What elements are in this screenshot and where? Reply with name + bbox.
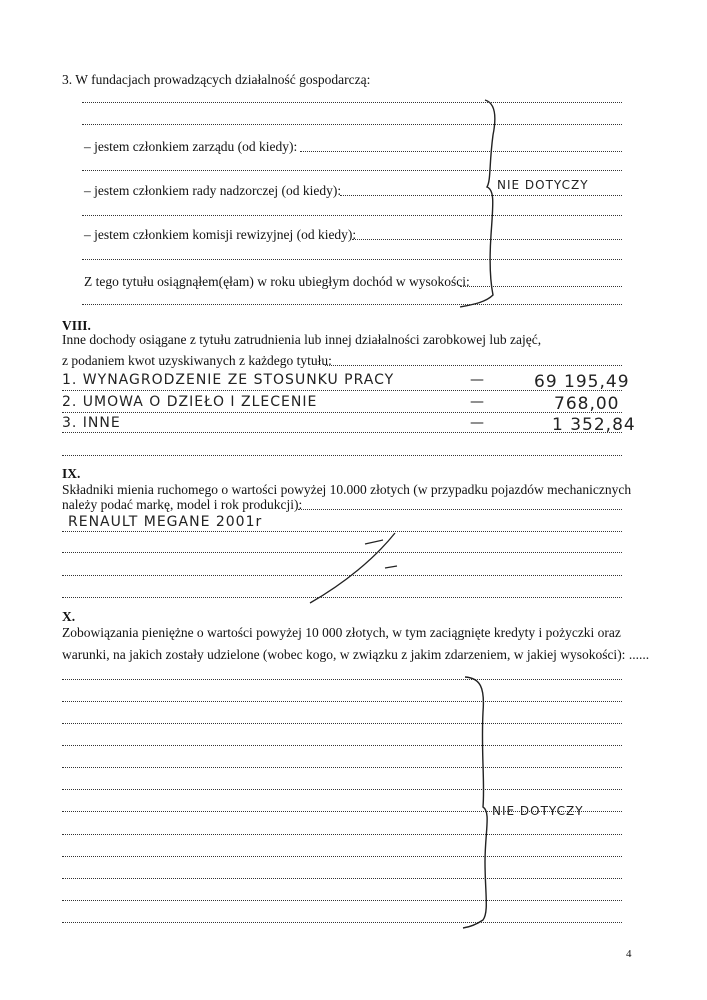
section9-line2: należy podać markę, model i rok produkcji): — [62, 497, 303, 512]
fill-line[interactable] — [62, 701, 622, 702]
handwritten-strike — [305, 528, 405, 608]
income-entry-amount: 69 195,49 — [534, 372, 630, 392]
fill-line[interactable] — [62, 767, 622, 768]
income-entry-1 — [62, 372, 630, 392]
audit-member-label: – jestem członkiem komisji rewizyjnej (od kiedy): — [84, 227, 357, 242]
fill-line[interactable] — [82, 259, 622, 260]
board-member-label: – jestem członkiem zarządu (od kiedy): — [84, 139, 298, 154]
fill-line[interactable] — [82, 124, 622, 125]
income-entry-amount: 1 352,84 — [552, 415, 636, 435]
fill-line[interactable] — [82, 102, 622, 103]
fill-line[interactable] — [325, 365, 622, 366]
income-entry-amount: 768,00 — [554, 394, 620, 414]
income-entry-2 — [62, 394, 622, 414]
fill-line[interactable] — [62, 789, 622, 790]
supervisory-member-label: – jestem członkiem rady nadzorczej (od kiedy): — [84, 183, 342, 198]
fill-line[interactable] — [62, 878, 622, 879]
not-applicable-note: NIE DOTYCZY — [497, 178, 589, 192]
income-entry-dash: — — [470, 415, 485, 431]
fill-line[interactable] — [82, 215, 622, 216]
section8-number: VIII. — [62, 318, 91, 333]
income-entry-dash: — — [470, 394, 485, 410]
page-number: 4 — [626, 948, 632, 960]
income-entry-label: 3. INNE — [62, 415, 121, 431]
fill-line[interactable] — [298, 509, 622, 510]
section10-line2: warunki, na jakich zostały udzielone (wobec kogo, w związku z jakim zdarzeniem, w jakiej wysokości): ...... — [62, 647, 650, 662]
fill-line[interactable] — [62, 922, 622, 923]
income-label: Z tego tytułu osiągnąłem(ęłam) w roku ubiegłym dochód w wysokości: — [84, 274, 470, 289]
fill-line[interactable] — [62, 856, 622, 857]
income-entry-label: 2. UMOWA O DZIEŁO I ZLECENIE — [62, 394, 318, 410]
fill-line[interactable] — [62, 900, 622, 901]
fill-line[interactable] — [62, 390, 622, 391]
fill-line[interactable] — [82, 170, 622, 171]
income-entry-dash: — — [470, 372, 485, 388]
not-applicable-note: NIE DOTYCZY — [492, 804, 584, 818]
fill-line[interactable] — [82, 304, 622, 305]
handwritten-bracket — [455, 672, 500, 932]
fill-line[interactable] — [62, 745, 622, 746]
fill-line[interactable] — [62, 834, 622, 835]
fill-line[interactable] — [62, 412, 622, 413]
section10-line1: Zobowiązania pieniężne o wartości powyżej 10 000 złotych, w tym zaciągnięte kredyty i pożyczki oraz — [62, 625, 621, 640]
section8-line2: z podaniem kwot uzyskiwanych z każdego tytułu: — [62, 353, 332, 368]
section8-line1: Inne dochody osiągane z tytułu zatrudnienia lub innej działalności zarobkowej lub zajęć, — [62, 332, 542, 347]
section9-number: IX. — [62, 466, 81, 481]
section3-heading: 3. W fundacjach prowadzących działalność gospodarczą: — [62, 72, 371, 87]
handwritten-bracket — [455, 95, 505, 310]
fill-line[interactable] — [62, 432, 622, 433]
fill-line[interactable] — [62, 723, 622, 724]
vehicle-entry: RENAULT MEGANE 2001r — [68, 514, 263, 530]
income-entry-label: 1. WYNAGRODZENIE ZE STOSUNKU PRACY — [62, 372, 395, 388]
fill-line[interactable] — [62, 679, 622, 680]
fill-line[interactable] — [62, 455, 622, 456]
section9-line1: Składniki mienia ruchomego o wartości powyżej 10.000 złotych (w przypadku pojazdów mechanicznych — [62, 482, 632, 497]
section10-number: X. — [62, 609, 76, 624]
